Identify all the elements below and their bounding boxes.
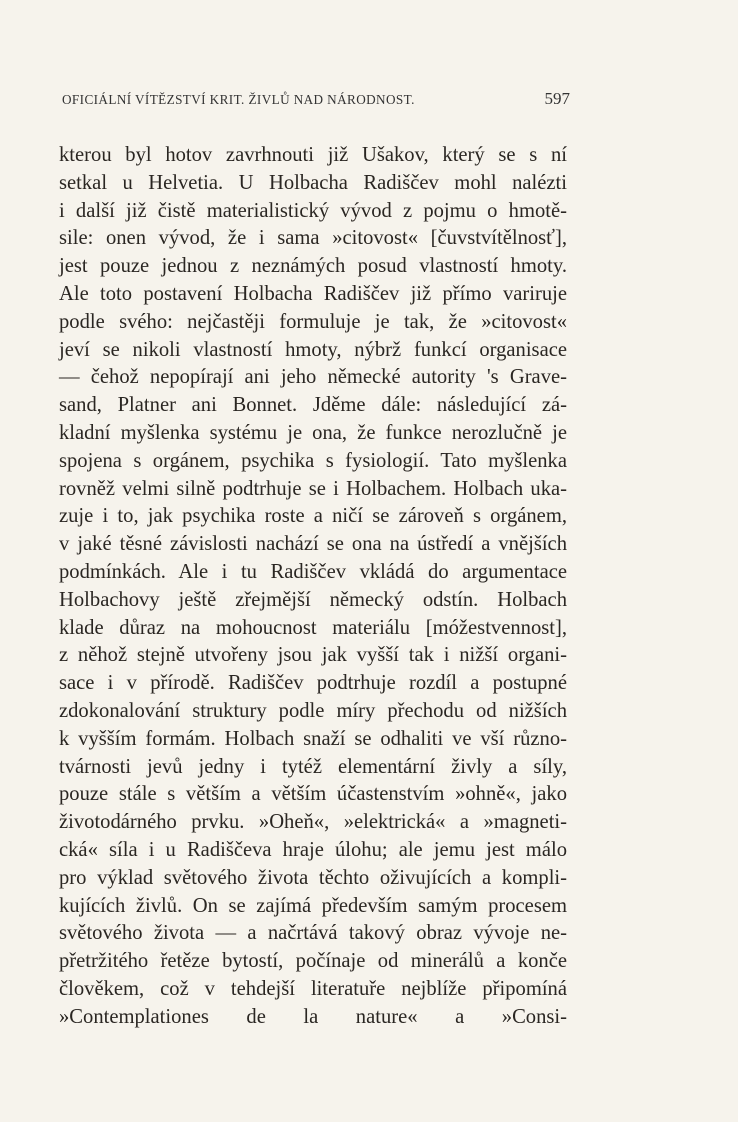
text-line: sace i v přírodě. Radiščev podtrhuje rozdíl a postupné (59, 672, 567, 695)
text-line: cká« síla i u Radiščeva hraje úlohu; ale jemu jest málo (59, 838, 567, 861)
text-line: pouze stále s větším a větším účastenstvím »ohně«, jako (59, 783, 567, 806)
text-line: člověkem, což v tehdejší literatuře nejblíže připomíná (59, 977, 567, 1000)
text-line: rovněž velmi silně podtrhuje se i Holbachem. Holbach uka- (59, 477, 567, 500)
text-line: Holbachovy ještě zřejmější německý odstín. Holbach (59, 588, 567, 611)
text-line: Ale toto postavení Holbacha Radiščev již přímo variruje (59, 282, 567, 305)
text-line: »Contemplationes de la nature« a »Consi- (59, 1005, 567, 1028)
text-line: sand, Platner ani Bonnet. Jděme dále: následující zá- (59, 394, 567, 417)
text-line: zdokonalování struktury podle míry přechodu od nižších (59, 699, 567, 722)
text-line: v jaké těsné závislosti nachází se ona na ústředí a vnějších (59, 533, 567, 556)
text-line: — čehož nepopírají ani jeho německé autority 's Grave- (59, 366, 567, 389)
text-line: z něhož stejně utvořeny jsou jak vyšší tak i nižší organi- (59, 644, 567, 667)
text-line: k vyšším formám. Holbach snaží se odhaliti ve vší různo- (59, 727, 567, 750)
text-line: sile: onen vývod, že i sama »citovost« [čuvstvítělnosť], (59, 227, 567, 250)
text-line: spojena s orgánem, psychika s fysiologií. Tato myšlenka (59, 449, 567, 472)
running-header (62, 89, 570, 108)
text-line: životodárného prvku. »Oheň«, »elektrická« a »magneti- (59, 811, 567, 834)
page-number: 597 (544, 89, 570, 108)
body-paragraph (59, 142, 567, 1032)
text-line: tvárnosti jevů jedny i tytéž elementární živly a síly, (59, 755, 567, 778)
text-line: podmínkách. Ale i tu Radiščev vkládá do argumentace (59, 560, 567, 583)
text-line: jest pouze jednou z neznámých posud vlastností hmoty. (59, 255, 567, 278)
text-line: světového života — a načrtává takový obraz vývoje ne- (59, 922, 567, 945)
text-line: klade důraz na mohoucnost materiálu [móžestvennost], (59, 616, 567, 639)
text-line: zuje i to, jak psychika roste a ničí se zároveň s orgánem, (59, 505, 567, 528)
text-line: kterou byl hotov zavrhnouti již Ušakov, který se s ní (59, 144, 567, 166)
text-line: podle svého: nejčastěji formuluje je tak, že »citovost« (59, 310, 567, 333)
text-line: pro výklad světového života těchto oživujících a kompli- (59, 866, 567, 889)
text-line: přetržitého řetěze bytostí, počínaje od minerálů a konče (59, 950, 567, 973)
text-line: kujících živlů. On se zajímá především samým procesem (59, 894, 567, 917)
text-line: kladní myšlenka systému je ona, že funkce nerozlučně je (59, 421, 567, 444)
text-line: i další již čistě materialistický vývod z pojmu o hmotě- (59, 199, 567, 222)
text-line: jeví se nikoli vlastností hmoty, nýbrž funkcí organisace (59, 338, 567, 361)
running-title: OFICIÁLNÍ VÍTĚZSTVÍ KRIT. ŽIVLŮ NAD NÁRODNOST. (62, 92, 415, 107)
text-line: setkal u Helvetia. U Holbacha Radiščev mohl nalézti (59, 171, 567, 194)
